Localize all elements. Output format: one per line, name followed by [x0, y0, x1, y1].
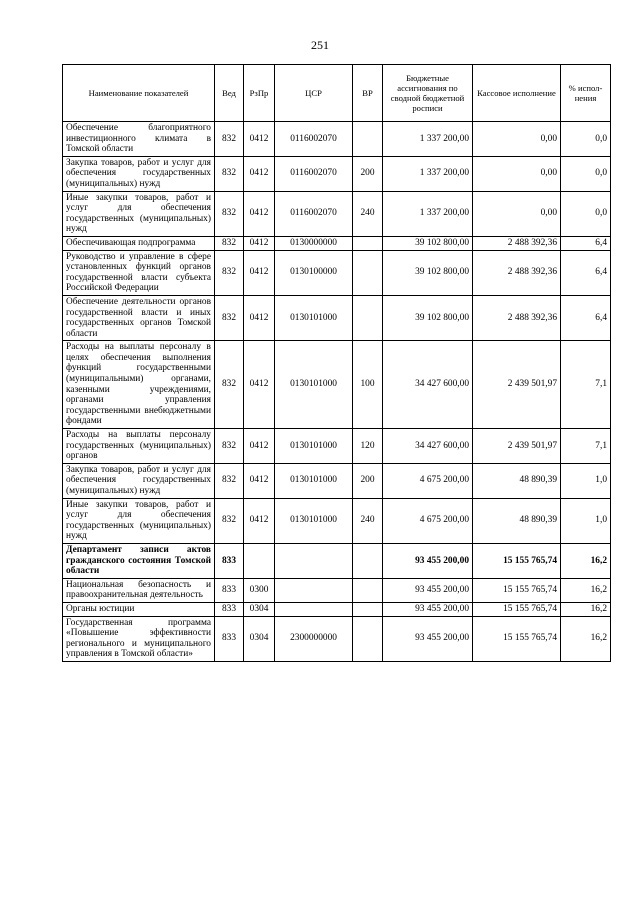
cell-pct: 0,0 [561, 191, 611, 236]
cell-cash: 2 439 501,97 [473, 429, 561, 464]
cell-ved: 832 [215, 250, 244, 295]
table-row [63, 578, 611, 602]
cell-cash: 2 488 392,36 [473, 236, 561, 250]
cell-csr: 0130101000 [275, 463, 353, 498]
cell-rzpr: 0304 [244, 616, 275, 661]
cell-csr: 0130101000 [275, 498, 353, 543]
cell-cash: 2 488 392,36 [473, 250, 561, 295]
cell-budget: 93 455 200,00 [383, 602, 473, 616]
cell-ved: 832 [215, 429, 244, 464]
cell-rzpr: 0412 [244, 498, 275, 543]
cell-pct: 1,0 [561, 498, 611, 543]
cell-budget: 93 455 200,00 [383, 578, 473, 602]
cell-vr: 240 [353, 498, 383, 543]
cell-csr: 0130101000 [275, 295, 353, 340]
cell-cash: 15 155 765,74 [473, 543, 561, 578]
cell-ved: 833 [215, 602, 244, 616]
cell-vr [353, 616, 383, 661]
table-row [63, 122, 611, 157]
cell-cash: 15 155 765,74 [473, 578, 561, 602]
cell-name: Расходы на выплаты персоналу в целях обеспечения выполнения функций государственными (муниципальными) органами, казенными учреждениями, органами управления государственными внебюджетными фондами [63, 341, 215, 429]
table-row [63, 191, 611, 236]
header-name: Наименование показателей [63, 65, 215, 122]
cell-csr: 2300000000 [275, 616, 353, 661]
cell-pct: 16,2 [561, 602, 611, 616]
cell-cash: 0,00 [473, 191, 561, 236]
cell-vr [353, 295, 383, 340]
cell-rzpr: 0412 [244, 236, 275, 250]
cell-budget: 39 102 800,00 [383, 295, 473, 340]
cell-ved: 832 [215, 498, 244, 543]
page-number: 251 [311, 38, 329, 52]
cell-ved: 832 [215, 236, 244, 250]
table-header-row [63, 65, 611, 122]
cell-csr: 0130100000 [275, 250, 353, 295]
cell-vr [353, 543, 383, 578]
cell-budget: 34 427 600,00 [383, 429, 473, 464]
cell-name: Национальная безопасность и правоохранительная деятельность [63, 578, 215, 602]
cell-vr [353, 602, 383, 616]
table-row [63, 341, 611, 429]
cell-name: Органы юстиции [63, 602, 215, 616]
cell-vr: 100 [353, 341, 383, 429]
table-row [63, 156, 611, 191]
cell-vr [353, 250, 383, 295]
cell-pct: 7,1 [561, 429, 611, 464]
cell-vr [353, 236, 383, 250]
header-cash: Кассовое исполнение [473, 65, 561, 122]
cell-csr [275, 602, 353, 616]
cell-name: Руководство и управление в сфере установленных функций органов государственной власти субъекта Российской Федерации [63, 250, 215, 295]
cell-ved: 832 [215, 156, 244, 191]
table-row [63, 602, 611, 616]
cell-name: Обеспечение деятельности органов государственной власти и иных государственных органов Томской области [63, 295, 215, 340]
cell-pct: 1,0 [561, 463, 611, 498]
budget-execution-table [62, 64, 611, 662]
cell-csr: 0116002070 [275, 156, 353, 191]
cell-pct: 0,0 [561, 156, 611, 191]
cell-vr: 200 [353, 463, 383, 498]
cell-budget: 93 455 200,00 [383, 543, 473, 578]
cell-rzpr: 0412 [244, 250, 275, 295]
cell-cash: 15 155 765,74 [473, 616, 561, 661]
cell-rzpr: 0412 [244, 463, 275, 498]
header-rzpr: РзПр [244, 65, 275, 122]
cell-budget: 4 675 200,00 [383, 463, 473, 498]
cell-vr: 240 [353, 191, 383, 236]
cell-ved: 832 [215, 341, 244, 429]
cell-pct: 6,4 [561, 250, 611, 295]
cell-name: Обеспечивающая подпрограмма [63, 236, 215, 250]
cell-name: Расходы на выплаты персоналу государственных (муниципальных) органов [63, 429, 215, 464]
cell-cash: 0,00 [473, 122, 561, 157]
cell-pct: 16,2 [561, 578, 611, 602]
table-row [63, 250, 611, 295]
cell-csr: 0130101000 [275, 341, 353, 429]
cell-rzpr: 0412 [244, 191, 275, 236]
table-row [63, 295, 611, 340]
cell-rzpr: 0412 [244, 122, 275, 157]
cell-cash: 48 890,39 [473, 498, 561, 543]
cell-budget: 4 675 200,00 [383, 498, 473, 543]
table-row [63, 616, 611, 661]
cell-name: Иные закупки товаров, работ и услуг для обеспечения государственных (муниципальных) нужд [63, 498, 215, 543]
cell-pct: 16,2 [561, 543, 611, 578]
cell-name: Департамент записи актов гражданского состояния Томской области [63, 543, 215, 578]
cell-budget: 93 455 200,00 [383, 616, 473, 661]
header-budget: Бюджетные ассигнования по сводной бюджетной росписи [383, 65, 473, 122]
cell-budget: 39 102 800,00 [383, 250, 473, 295]
cell-budget: 1 337 200,00 [383, 156, 473, 191]
cell-rzpr: 0412 [244, 156, 275, 191]
cell-budget: 34 427 600,00 [383, 341, 473, 429]
cell-cash: 15 155 765,74 [473, 602, 561, 616]
cell-ved: 832 [215, 191, 244, 236]
cell-rzpr: 0412 [244, 429, 275, 464]
cell-vr [353, 578, 383, 602]
cell-name: Государственная программа «Повышение эффективности регионального и муниципального управления в Томской области» [63, 616, 215, 661]
cell-rzpr: 0300 [244, 578, 275, 602]
cell-vr: 200 [353, 156, 383, 191]
cell-pct: 6,4 [561, 236, 611, 250]
table-row [63, 543, 611, 578]
cell-name: Иные закупки товаров, работ и услуг для обеспечения государственных (муниципальных) нужд [63, 191, 215, 236]
cell-name: Закупка товаров, работ и услуг для обеспечения государственных (муниципальных) нужд [63, 156, 215, 191]
cell-budget: 39 102 800,00 [383, 236, 473, 250]
cell-ved: 833 [215, 543, 244, 578]
cell-rzpr: 0304 [244, 602, 275, 616]
header-ved: Вед [215, 65, 244, 122]
cell-csr [275, 578, 353, 602]
table-row [63, 429, 611, 464]
cell-pct: 16,2 [561, 616, 611, 661]
cell-pct: 7,1 [561, 341, 611, 429]
cell-name: Закупка товаров, работ и услуг для обеспечения государственных (муниципальных) нужд [63, 463, 215, 498]
cell-pct: 6,4 [561, 295, 611, 340]
table-row [63, 463, 611, 498]
cell-cash: 2 439 501,97 [473, 341, 561, 429]
cell-ved: 832 [215, 295, 244, 340]
cell-budget: 1 337 200,00 [383, 122, 473, 157]
cell-ved: 832 [215, 463, 244, 498]
cell-csr [275, 543, 353, 578]
cell-ved: 832 [215, 122, 244, 157]
cell-rzpr: 0412 [244, 295, 275, 340]
cell-ved: 833 [215, 616, 244, 661]
header-pct: % испол-нения [561, 65, 611, 122]
table-row [63, 498, 611, 543]
cell-csr: 0116002070 [275, 191, 353, 236]
cell-vr [353, 122, 383, 157]
cell-cash: 0,00 [473, 156, 561, 191]
header-csr: ЦСР [275, 65, 353, 122]
cell-csr: 0130101000 [275, 429, 353, 464]
cell-rzpr: 0412 [244, 341, 275, 429]
table-row [63, 236, 611, 250]
cell-budget: 1 337 200,00 [383, 191, 473, 236]
cell-cash: 48 890,39 [473, 463, 561, 498]
cell-rzpr [244, 543, 275, 578]
cell-name: Обеспечение благоприятного инвестиционного климата в Томской области [63, 122, 215, 157]
cell-vr: 120 [353, 429, 383, 464]
cell-csr: 0130000000 [275, 236, 353, 250]
cell-ved: 833 [215, 578, 244, 602]
cell-cash: 2 488 392,36 [473, 295, 561, 340]
header-vr: ВР [353, 65, 383, 122]
cell-pct: 0,0 [561, 122, 611, 157]
cell-csr: 0116002070 [275, 122, 353, 157]
